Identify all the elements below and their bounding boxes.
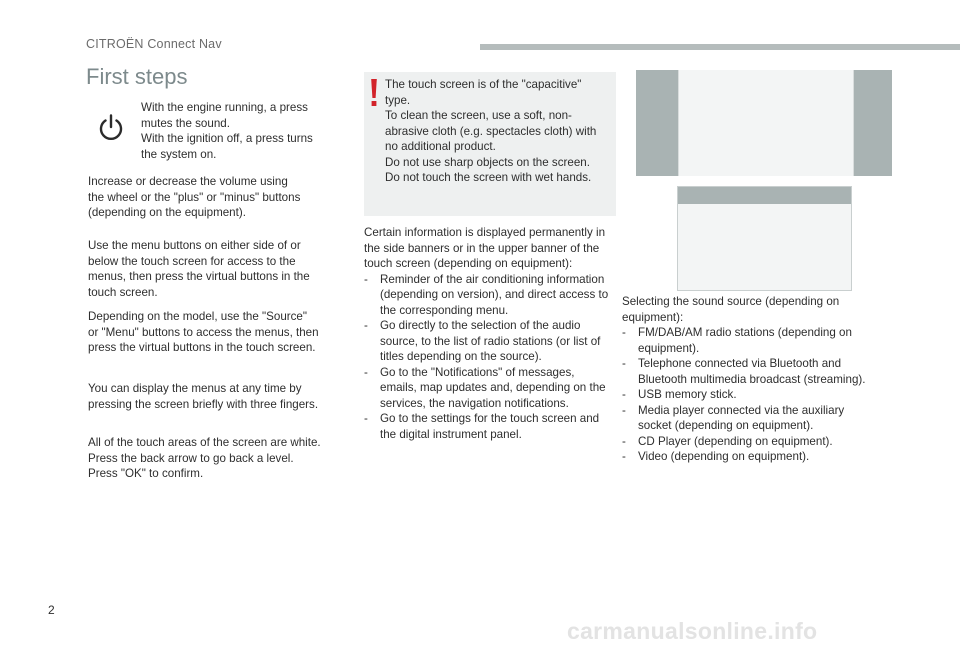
text-line: Selecting the sound source (depending on <box>622 295 840 308</box>
text-line: To clean the screen, use a soft, non- <box>385 109 572 122</box>
text-line: You can display the menus at any time by <box>88 382 302 395</box>
text-line: Go directly to the selection of the audio <box>380 319 581 332</box>
list-bullet: - <box>364 319 368 332</box>
list-bullet: - <box>364 272 368 286</box>
source-menu-paragraph <box>88 309 350 356</box>
list-item <box>622 403 897 434</box>
text-line: Depending on the model, use the "Source" <box>88 310 307 323</box>
text-line: socket (depending on equipment). <box>638 419 814 432</box>
document-header-title: CITROËN Connect Nav <box>86 37 222 51</box>
text-line: Reminder of the air conditioning information <box>380 272 605 286</box>
page-title: First steps <box>86 64 188 89</box>
text-line: Increase or decrease the volume using <box>88 175 288 188</box>
sound-sources-list <box>622 325 897 465</box>
touch-areas-paragraph <box>88 435 350 482</box>
text-line: (depending on the equipment). <box>88 206 246 219</box>
text-line: Telephone connected via Bluetooth and <box>638 357 842 370</box>
text-line: USB memory stick. <box>638 388 737 401</box>
list-bullet: - <box>622 357 626 370</box>
three-fingers-paragraph <box>88 381 350 412</box>
text-line: (depending on version), and direct access to <box>380 288 609 301</box>
text-line: the system on. <box>141 147 217 161</box>
text-line: All of the touch areas of the screen are white. <box>88 436 321 449</box>
text-line: Media player connected via the auxiliary <box>638 403 845 417</box>
list-item <box>364 272 620 319</box>
text-line: FM/DAB/AM radio stations (depending on <box>638 326 852 339</box>
text-line: Go to the "Notifications" of messages, <box>380 365 575 379</box>
text-line: titles depending on the source). <box>380 350 542 363</box>
text-line: pressing the screen briefly with three fingers. <box>88 397 319 411</box>
text-line: source, to the list of radio stations (or list of <box>380 334 601 348</box>
text-line: Use the menu buttons on either side of or <box>88 239 301 252</box>
list-bullet: - <box>622 388 626 401</box>
list-bullet: - <box>622 434 626 448</box>
text-line: equipment). <box>638 341 700 355</box>
text-line: touch screen. <box>88 285 158 299</box>
text-line: Do not use sharp objects on the screen. <box>385 155 590 169</box>
text-line: Do not touch the screen with wet hands. <box>385 171 592 184</box>
text-line: Bluetooth multimedia broadcast (streaming). <box>638 372 866 386</box>
list-item <box>364 365 620 412</box>
list-item <box>622 387 897 403</box>
text-line: press the virtual buttons in the touch screen. <box>88 341 316 354</box>
text-line: type. <box>385 93 411 107</box>
text-line: the wheel or the "plus" or "minus" buttons <box>88 190 301 204</box>
power-icon <box>95 112 127 144</box>
power-button-description <box>141 100 341 162</box>
banners-info-section <box>364 225 620 442</box>
text-line: With the engine running, a press <box>141 101 308 114</box>
menu-buttons-paragraph <box>88 238 348 300</box>
text-line: equipment): <box>622 310 684 324</box>
text-line: the digital instrument panel. <box>380 427 522 441</box>
list-bullet: - <box>622 403 626 417</box>
text-line: below the touch screen for access to the <box>88 254 296 268</box>
header-divider-bar <box>480 44 960 50</box>
warning-text <box>385 77 613 186</box>
text-line: emails, map updates and, depending on the <box>380 381 606 394</box>
list-item <box>364 318 620 365</box>
banner-features-list <box>364 272 620 443</box>
text-line: the corresponding menu. <box>380 303 509 317</box>
list-item <box>622 356 897 387</box>
text-line: Press "OK" to confirm. <box>88 467 204 480</box>
list-item <box>622 449 897 465</box>
list-bullet: - <box>622 326 626 339</box>
list-bullet: - <box>622 450 626 463</box>
list-item <box>364 411 620 442</box>
text-line: Video (depending on equipment). <box>638 450 810 463</box>
screen-main-area <box>678 70 854 176</box>
sound-source-section <box>622 294 897 465</box>
list-item <box>622 434 897 450</box>
text-line: touch screen (depending on equipment): <box>364 257 573 270</box>
touch-screen-illustration <box>636 70 892 176</box>
text-line: The touch screen is of the "capacitive" <box>385 78 582 91</box>
text-line: CD Player (depending on equipment). <box>638 434 833 448</box>
text-line: no additional product. <box>385 140 496 153</box>
page-number: 2 <box>48 603 55 617</box>
volume-paragraph <box>88 174 348 221</box>
screen-upper-banner-illustration <box>677 186 852 291</box>
text-line: or "Menu" buttons to access the menus, then <box>88 325 319 339</box>
text-line: the side banners or in the upper banner of the <box>364 241 600 255</box>
list-bullet: - <box>364 412 368 425</box>
text-line: Go to the settings for the touch screen and <box>380 412 600 425</box>
watermark: carmanualsonline.info <box>567 618 818 644</box>
list-bullet: - <box>364 365 368 379</box>
text-line: menus, then press the virtual buttons in the <box>88 270 310 283</box>
text-line: abrasive cloth (e.g. spectacles cloth) with <box>385 124 597 138</box>
text-line: mutes the sound. <box>141 116 230 130</box>
text-line: Certain information is displayed permanently in <box>364 226 606 239</box>
warning-exclamation-icon <box>369 79 379 107</box>
text-line: Press the back arrow to go back a level. <box>88 451 294 465</box>
upper-banner <box>678 187 851 204</box>
text-line: services, the navigation notifications. <box>380 396 569 410</box>
text-line: With the ignition off, a press turns <box>141 132 313 145</box>
list-item <box>622 325 897 356</box>
